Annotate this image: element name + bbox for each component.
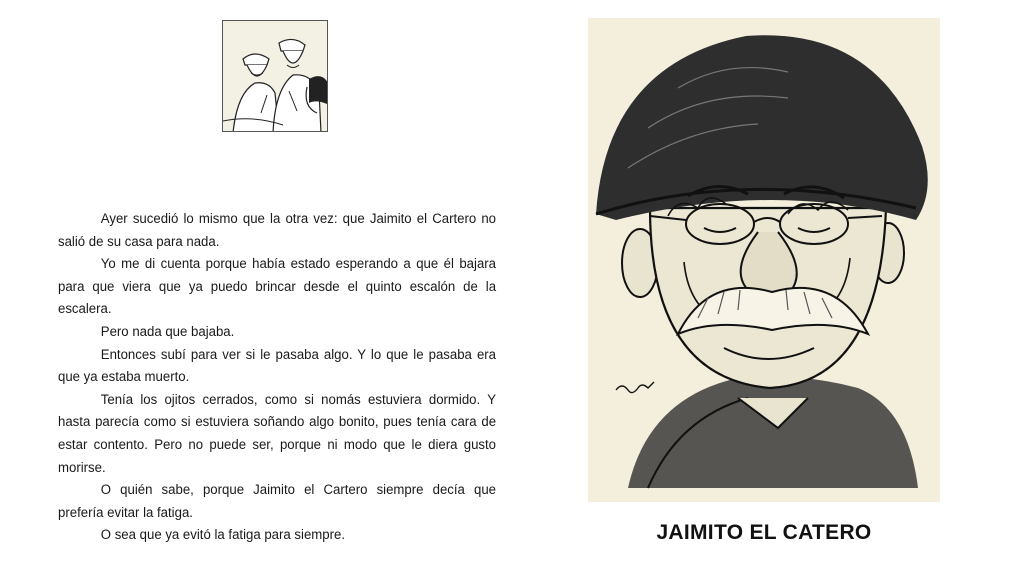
story-paragraph: Tenía los ojitos cerrados, como si nomás estuviera dormido. Y hasta parecía como si estuviera soñando algo bonito, pues tenía cara de estar contento. Pero no puede ser, porque ni modo que le diera gusto morirse. [58, 391, 497, 476]
vignette-drawing [223, 21, 328, 132]
story-paragraph: O sea que ya evitó la fatiga para siempre. [100, 527, 346, 544]
story-text [58, 208, 496, 547]
caricature-portrait [588, 18, 940, 502]
portrait-caption: JAIMITO EL CATERO [656, 521, 872, 544]
story-paragraph: Ayer sucedió lo mismo que la otra vez: que Jaimito el Cartero no salió de su casa para nada. [58, 211, 497, 250]
story-paragraph: Yo me di cuenta porque había estado esperando a que él bajara para que viera que ya puedo brincar desde el quinto escalón de la escalera. [58, 256, 497, 318]
caricature-drawing [588, 18, 940, 502]
vignette-illustration [222, 20, 328, 132]
story-paragraph: O quién sabe, porque Jaimito el Cartero siempre decía que prefería evitar la fatiga. [58, 482, 497, 521]
story-paragraph: Pero nada que bajaba. [100, 323, 235, 340]
story-paragraph: Entonces subí para ver si le pasaba algo. Y lo que le pasaba era que ya estaba muerto. [58, 346, 497, 386]
